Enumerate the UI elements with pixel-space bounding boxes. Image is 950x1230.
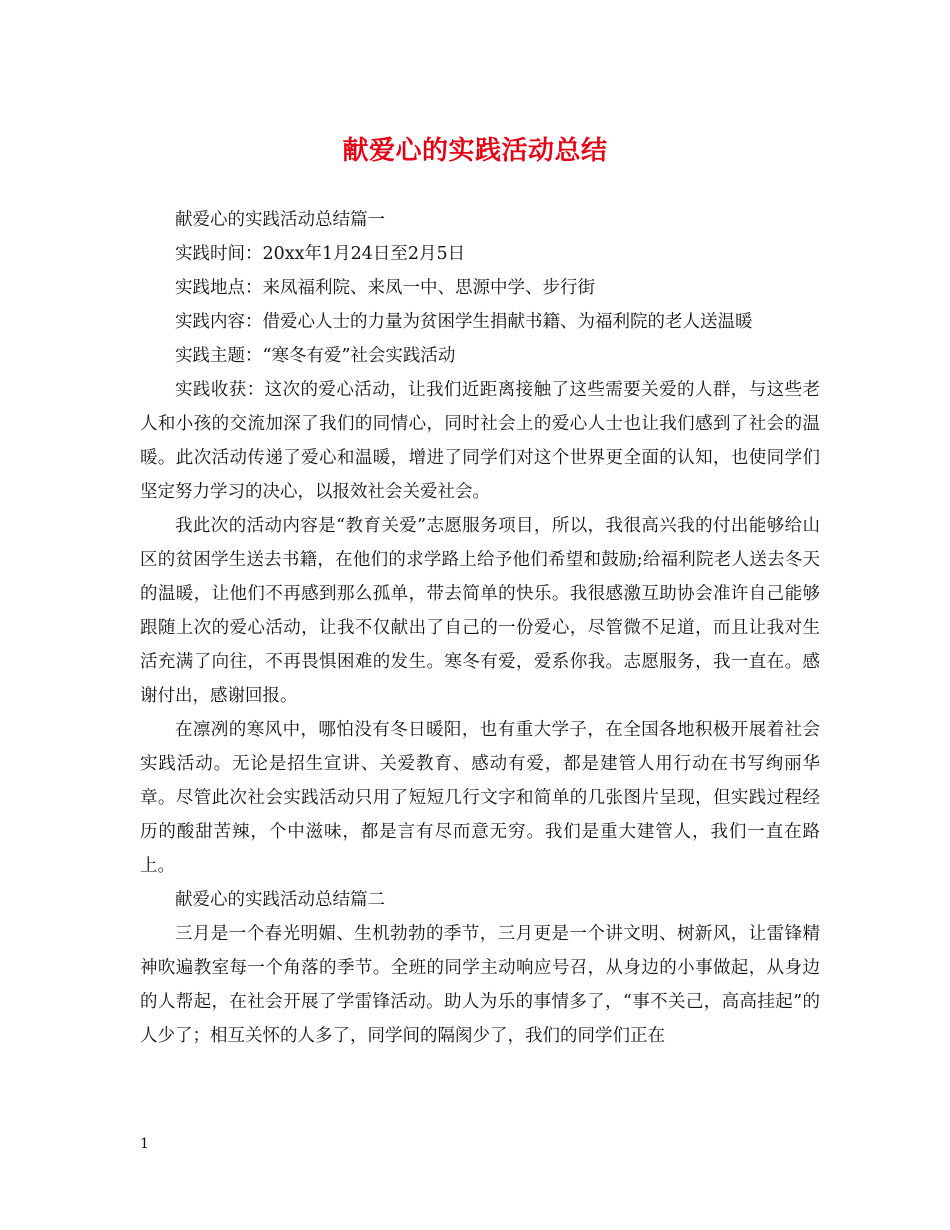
body-paragraph: 三月是一个春光明媚、生机勃勃的季节，三月更是一个讲文明、树新风，让雷锋精神吹遍教室每一个角落的季节。全班的同学主动响应号召，从身边的小事做起，从身边的人帮起，在社会开展了学雷锋活动。助人为乐的事情多了，“事不关己，高高挂起”的人少了；相互关怀的人多了，同学间的隔阂少了，我们的同学们正在	[140, 924, 820, 1046]
practice-location: 实践地点：来凤福利院、来凤一中、思源中学、步行街	[175, 278, 595, 298]
section-heading-2: 献爱心的实践活动总结篇二	[175, 890, 385, 910]
body-paragraph: 在凛冽的寒风中，哪怕没有冬日暖阳，也有重大学子，在全国各地积极开展着社会实践活动。无论是招生宣讲、关爱教育、感动有爱，都是建管人用行动在书写绚丽华章。尽管此次社会实践活动只用了短短几行文字和简单的几张图片呈现，但实践过程经历的酸甜苦辣，个中滋味，都是言有尽而意无穷。我们是重大建管人，我们一直在路上。	[140, 720, 820, 876]
practice-content: 实践内容：借爱心人士的力量为贫困学生捐献书籍、为福利院的老人送温暖	[175, 312, 753, 332]
practice-time: 实践时间：20xx年1月24日至2月5日	[175, 244, 466, 264]
practice-harvest: 实践收获：这次的爱心活动，让我们近距离接触了这些需要关爱的人群，与这些老人和小孩的交流加深了我们的同情心，同时社会上的爱心人士也让我们感到了社会的温暖。此次活动传递了爱心和温暖，增进了同学们对这个世界更全面的认知，也使同学们坚定努力学习的决心，以报效社会关爱社会。	[140, 380, 820, 502]
practice-theme: 实践主题：“寒冬有爱”社会实践活动	[175, 346, 456, 366]
document-body	[140, 203, 820, 1053]
body-paragraph: 我此次的活动内容是“教育关爱”志愿服务项目，所以，我很高兴我的付出能够给山区的贫困学生送去书籍，在他们的求学路上给予他们希望和鼓励;给福利院老人送去冬天的温暖，让他们不再感到那么孤单，带去简单的快乐。我很感激互助协会准许自己能够跟随上次的爱心活动，让我不仅献出了自己的一份爱心，尽管微不足道，而且让我对生活充满了向往，不再畏惧困难的发生。寒冬有爱，爱系你我。志愿服务，我一直在。感谢付出，感谢回报。	[140, 516, 820, 706]
page-number: 1	[140, 1136, 149, 1152]
section-heading-1: 献爱心的实践活动总结篇一	[175, 210, 385, 230]
document-title: 献爱心的实践活动总结	[342, 136, 608, 166]
